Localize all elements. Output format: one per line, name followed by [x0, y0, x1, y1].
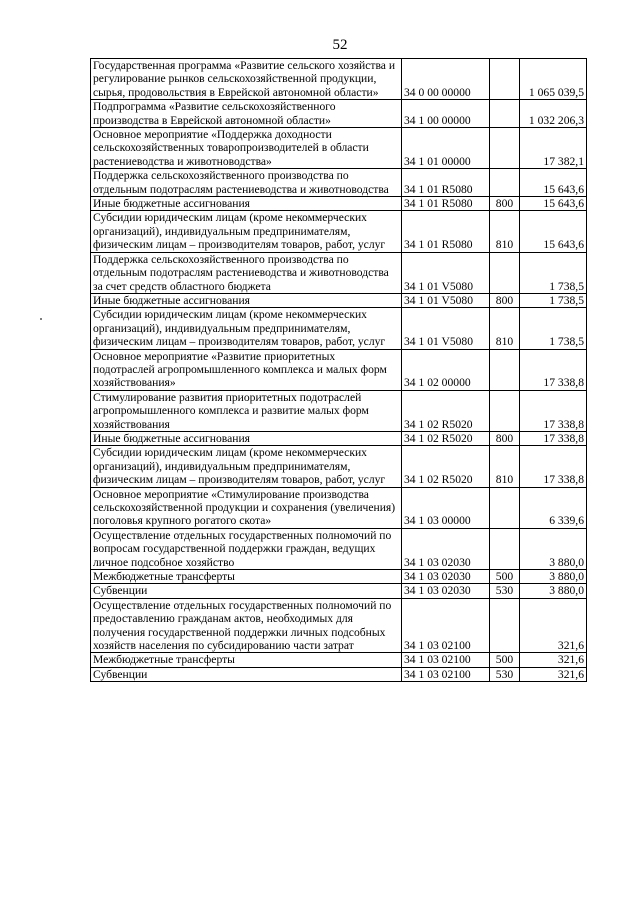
table-row	[91, 667, 587, 681]
row-type-cell	[490, 59, 520, 100]
row-name-cell: Основное мероприятие «Развитие приоритетных подотраслей агропромышленного комплекса и малых форм хозяйствования»	[91, 349, 402, 390]
row-sum-cell: 1 738,5	[520, 308, 587, 349]
row-type-cell: 530	[490, 584, 520, 598]
row-code-cell: 34 1 03 02030	[402, 528, 490, 569]
row-code-cell: 34 1 01 V5080	[402, 293, 490, 307]
row-code-cell: 34 0 00 00000	[402, 59, 490, 100]
row-name-cell: Межбюджетные трансферты	[91, 653, 402, 667]
row-code-cell: 34 1 02 R5020	[402, 446, 490, 487]
table-row	[91, 528, 587, 569]
table-row	[91, 653, 587, 667]
row-name-cell: Основное мероприятие «Поддержка доходности сельскохозяйственных товаропроизводителей в области растениеводства и животноводства»	[91, 128, 402, 169]
row-sum-cell: 17 338,8	[520, 390, 587, 431]
budget-table-body	[91, 59, 587, 682]
row-name-cell: Иные бюджетные ассигнования	[91, 431, 402, 445]
row-code-cell: 34 1 01 R5080	[402, 169, 490, 197]
row-sum-cell: 3 880,0	[520, 528, 587, 569]
row-type-cell: 500	[490, 570, 520, 584]
table-row	[91, 349, 587, 390]
row-name-cell: Субсидии юридическим лицам (кроме некоммерческих организаций), индивидуальным предпринимателям, физическим лицам – производителям товаров, работ, услуг	[91, 308, 402, 349]
row-type-cell	[490, 349, 520, 390]
row-type-cell	[490, 128, 520, 169]
table-row	[91, 59, 587, 100]
row-sum-cell: 1 738,5	[520, 293, 587, 307]
table-row	[91, 431, 587, 445]
row-type-cell: 800	[490, 431, 520, 445]
row-type-cell: 800	[490, 197, 520, 211]
row-type-cell: 810	[490, 308, 520, 349]
row-code-cell: 34 1 03 02100	[402, 598, 490, 653]
row-type-cell	[490, 390, 520, 431]
scan-speck	[40, 318, 42, 320]
table-row	[91, 598, 587, 653]
page-number: 52	[332, 37, 348, 53]
table-row	[91, 570, 587, 584]
row-name-cell: Субвенции	[91, 667, 402, 681]
row-sum-cell: 3 880,0	[520, 570, 587, 584]
table-row	[91, 197, 587, 211]
budget-table	[90, 58, 587, 682]
table-row	[91, 100, 587, 128]
row-name-cell: Иные бюджетные ассигнования	[91, 293, 402, 307]
table-row	[91, 211, 587, 252]
row-type-cell	[490, 487, 520, 528]
row-code-cell: 34 1 03 00000	[402, 487, 490, 528]
row-type-cell	[490, 528, 520, 569]
row-type-cell: 530	[490, 667, 520, 681]
row-code-cell: 34 1 00 00000	[402, 100, 490, 128]
row-sum-cell: 1 065 039,5	[520, 59, 587, 100]
row-sum-cell: 321,6	[520, 598, 587, 653]
row-code-cell: 34 1 01 00000	[402, 128, 490, 169]
row-sum-cell: 3 880,0	[520, 584, 587, 598]
row-code-cell: 34 1 01 R5080	[402, 211, 490, 252]
row-code-cell: 34 1 03 02030	[402, 570, 490, 584]
row-code-cell: 34 1 03 02100	[402, 653, 490, 667]
row-type-cell	[490, 169, 520, 197]
table-row	[91, 293, 587, 307]
table-row	[91, 446, 587, 487]
row-type-cell	[490, 598, 520, 653]
row-sum-cell: 17 338,8	[520, 446, 587, 487]
row-name-cell: Иные бюджетные ассигнования	[91, 197, 402, 211]
row-code-cell: 34 1 01 V5080	[402, 308, 490, 349]
row-name-cell: Подпрограмма «Развитие сельскохозяйственного производства в Еврейской автономной области»	[91, 100, 402, 128]
row-sum-cell: 321,6	[520, 667, 587, 681]
row-sum-cell: 1 738,5	[520, 252, 587, 293]
row-sum-cell: 17 338,8	[520, 431, 587, 445]
row-type-cell	[490, 252, 520, 293]
row-code-cell: 34 1 01 V5080	[402, 252, 490, 293]
row-name-cell: Государственная программа «Развитие сельского хозяйства и регулирование рынков сельскохозяйственной продукции, сырья, продовольствия в Еврейской автономной области»	[91, 59, 402, 100]
row-sum-cell: 15 643,6	[520, 211, 587, 252]
row-name-cell: Субвенции	[91, 584, 402, 598]
row-sum-cell: 15 643,6	[520, 169, 587, 197]
row-sum-cell: 6 339,6	[520, 487, 587, 528]
row-name-cell: Субсидии юридическим лицам (кроме некоммерческих организаций), индивидуальным предпринимателям, физическим лицам – производителям товаров, работ, услуг	[91, 211, 402, 252]
row-name-cell: Межбюджетные трансферты	[91, 570, 402, 584]
row-name-cell: Субсидии юридическим лицам (кроме некоммерческих организаций), индивидуальным предпринимателям, физическим лицам – производителям товаров, работ, услуг	[91, 446, 402, 487]
row-code-cell: 34 1 02 00000	[402, 349, 490, 390]
row-name-cell: Осуществление отдельных государственных полномочий по предоставлению гражданам актов, необходимых для получения государственной поддержки личных подсобных хозяйств населения по субсидированию части затрат	[91, 598, 402, 653]
row-type-cell: 800	[490, 293, 520, 307]
row-type-cell	[490, 100, 520, 128]
row-code-cell: 34 1 03 02100	[402, 667, 490, 681]
table-row	[91, 252, 587, 293]
row-code-cell: 34 1 01 R5080	[402, 197, 490, 211]
row-type-cell: 500	[490, 653, 520, 667]
row-type-cell: 810	[490, 211, 520, 252]
row-name-cell: Основное мероприятие «Стимулирование производства сельскохозяйственной продукции и сохранения (увеличения) поголовья крупного рогатого скота»	[91, 487, 402, 528]
row-name-cell: Поддержка сельскохозяйственного производства по отдельным подотраслям растениеводства и животноводства за счет средств областного бюджета	[91, 252, 402, 293]
row-type-cell: 810	[490, 446, 520, 487]
row-code-cell: 34 1 02 R5020	[402, 390, 490, 431]
table-row	[91, 169, 587, 197]
row-code-cell: 34 1 02 R5020	[402, 431, 490, 445]
row-sum-cell: 17 382,1	[520, 128, 587, 169]
row-name-cell: Стимулирование развития приоритетных подотраслей агропромышленного комплекса и развитие малых форм хозяйствования	[91, 390, 402, 431]
table-row	[91, 390, 587, 431]
row-sum-cell: 15 643,6	[520, 197, 587, 211]
row-sum-cell: 1 032 206,3	[520, 100, 587, 128]
row-sum-cell: 321,6	[520, 653, 587, 667]
table-row	[91, 128, 587, 169]
table-row	[91, 487, 587, 528]
row-name-cell: Осуществление отдельных государственных полномочий по вопросам государственной поддержки граждан, ведущих личное подсобное хозяйство	[91, 528, 402, 569]
row-name-cell: Поддержка сельскохозяйственного производства по отдельным подотраслям растениеводства и животноводства	[91, 169, 402, 197]
table-row	[91, 584, 587, 598]
row-code-cell: 34 1 03 02030	[402, 584, 490, 598]
row-sum-cell: 17 338,8	[520, 349, 587, 390]
table-row	[91, 308, 587, 349]
